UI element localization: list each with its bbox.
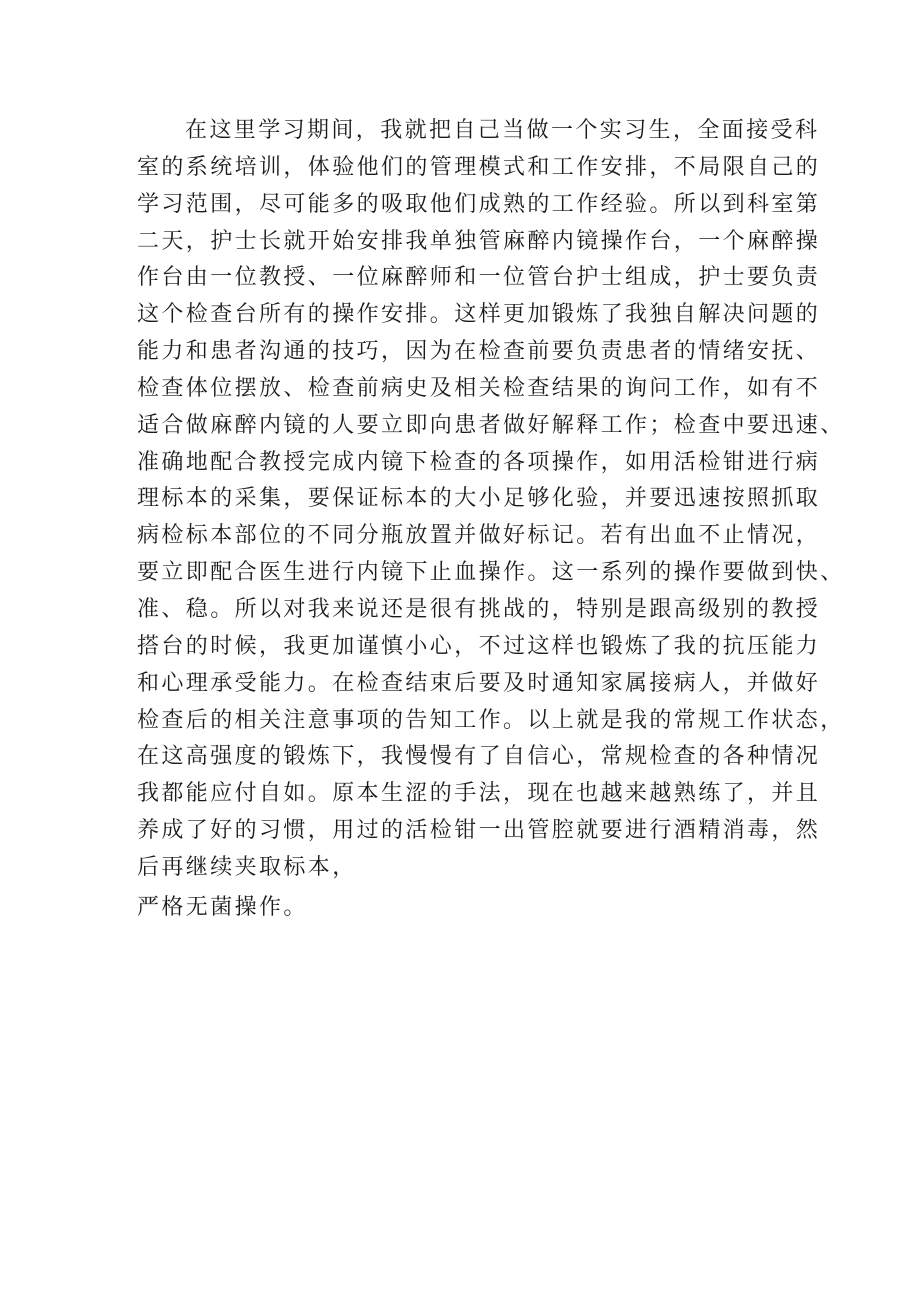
paragraph-line: 适合做麻醉内镜的人要立即向患者做好解释工作；检查中要迅速、 — [137, 412, 845, 438]
paragraph-line: 作台由一位教授、一位麻醉师和一位管台护士组成，护士要负责 — [137, 265, 821, 291]
paragraph-line: 在这高强度的锻炼下，我慢慢有了自信心，常规检查的各种情况 — [137, 744, 821, 770]
paragraph-line: 准确地配合教授完成内镜下检查的各项操作，如用活检钳进行病 — [137, 449, 821, 475]
paragraph-line: 这个检查台所有的操作安排。这样更加锻炼了我独自解决问题的 — [137, 302, 821, 328]
paragraph-line: 养成了好的习惯，用过的活检钳一出管腔就要进行酒精消毒，然 — [137, 818, 821, 844]
paragraph-line: 严格无菌操作。 — [137, 894, 308, 920]
paragraph-line: 搭台的时候，我更加谨慎小心，不过这样也锻炼了我的抗压能力 — [137, 633, 821, 659]
paragraph-line: 检查体位摆放、检查前病史及相关检查结果的询问工作，如有不 — [137, 375, 821, 401]
paragraph-line: 准、稳。所以对我来说还是很有挑战的，特别是跟高级别的教授 — [137, 596, 821, 622]
paragraph-line: 检查后的相关注意事项的告知工作。以上就是我的常规工作状态， — [137, 707, 845, 733]
body-paragraph — [137, 113, 845, 927]
paragraph-line: 室的系统培训，体验他们的管理模式和工作安排，不局限自己的 — [137, 154, 821, 180]
paragraph-line: 理标本的采集，要保证标本的大小足够化验，并要迅速按照抓取 — [137, 486, 821, 512]
paragraph-line: 学习范围，尽可能多的吸取他们成熟的工作经验。所以到科室第 — [137, 191, 821, 217]
paragraph-line: 和心理承受能力。在检查结束后要及时通知家属接病人，并做好 — [137, 670, 821, 696]
paragraph-line: 二天，护士长就开始安排我单独管麻醉内镜操作台，一个麻醉操 — [137, 228, 821, 254]
paragraph-line: 要立即配合医生进行内镜下止血操作。这一系列的操作要做到快、 — [137, 560, 845, 586]
paragraph-line: 我都能应付自如。原本生涩的手法，现在也越来越熟练了，并且 — [137, 781, 821, 807]
paragraph-line: 在这里学习期间，我就把自己当做一个实习生，全面接受科 — [185, 118, 820, 143]
paragraph-line: 后再继续夹取标本， — [137, 854, 357, 880]
paragraph-line: 病检标本部位的不同分瓶放置并做好标记。若有出血不止情况， — [137, 523, 821, 549]
paragraph-line: 能力和患者沟通的技巧，因为在检查前要负责患者的情绪安抚、 — [137, 339, 821, 365]
